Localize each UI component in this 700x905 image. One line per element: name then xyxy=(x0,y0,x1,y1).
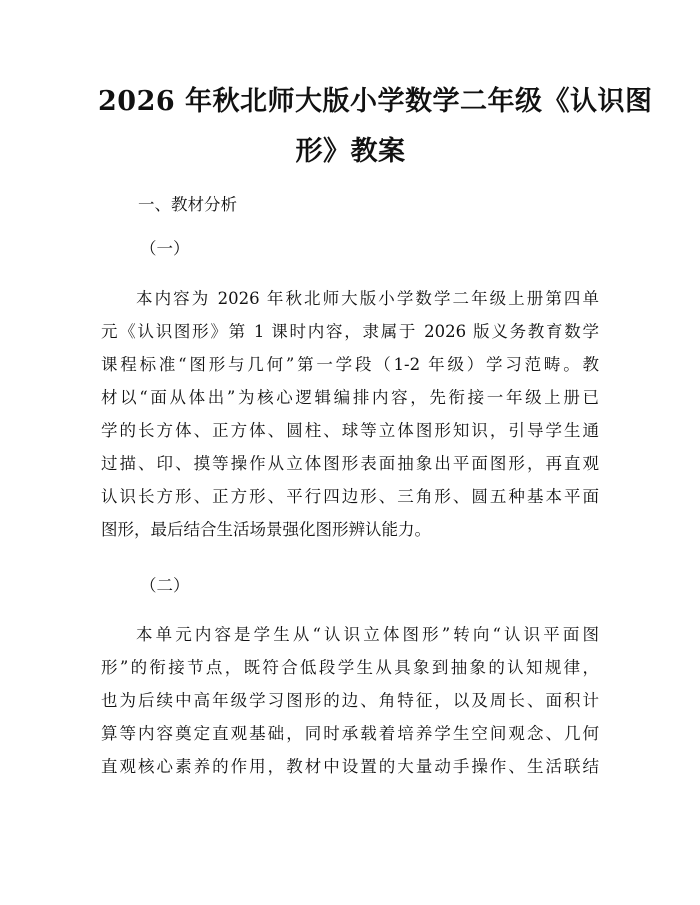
paragraph-2-line: 直观核心素养的作用，教材中设置的大量动手操作、生活联结 xyxy=(101,757,599,776)
paragraph-1-line: 认识长方形、正方形、平行四边形、三角形、圆五种基本平面 xyxy=(101,487,599,506)
paragraph-2-line: 形”的衔接节点，既符合低段学生从具象到抽象的认知规律， xyxy=(101,658,599,677)
paragraph-2-line: 也为后续中高年级学习图形的边、角特征，以及周长、面积计 xyxy=(101,691,599,710)
subsection-heading-2: （二） xyxy=(140,576,190,595)
paragraph-1-line: 图形，最后结合生活场景强化图形辨认能力。 xyxy=(101,520,431,539)
paragraph-1-line: 元《认识图形》第 1 课时内容，隶属于 2026 版义务教育数学 xyxy=(101,322,599,341)
paragraph-2-line: 算等内容奠定直观基础，同时承载着培养学生空间观念、几何 xyxy=(101,724,599,743)
paragraph-1-line: 本内容为 2026 年秋北师大版小学数学二年级上册第四单 xyxy=(136,289,599,308)
paragraph-1-line: 学的长方体、正方体、圆柱、球等立体图形知识，引导学生通 xyxy=(101,421,599,440)
paragraph-1-line: 课程标准“图形与几何”第一学段（1-2 年级）学习范畴。教 xyxy=(101,355,599,374)
section-heading-teaching-material-analysis: 一、教材分析 xyxy=(138,195,237,214)
document-title-line-1: 2026 年秋北师大版小学数学二年级《认识图 xyxy=(98,86,653,117)
document-title-line-2: 形》教案 xyxy=(295,136,406,167)
paragraph-1-line: 材以“面从体出”为核心逻辑编排内容，先衔接一年级上册已 xyxy=(101,388,599,407)
paragraph-1-line: 过描、印、摸等操作从立体图形表面抽象出平面图形，再直观 xyxy=(101,454,599,473)
subsection-heading-1: （一） xyxy=(140,239,190,258)
paragraph-2-line: 本单元内容是学生从“认识立体图形”转向“认识平面图 xyxy=(136,625,599,644)
